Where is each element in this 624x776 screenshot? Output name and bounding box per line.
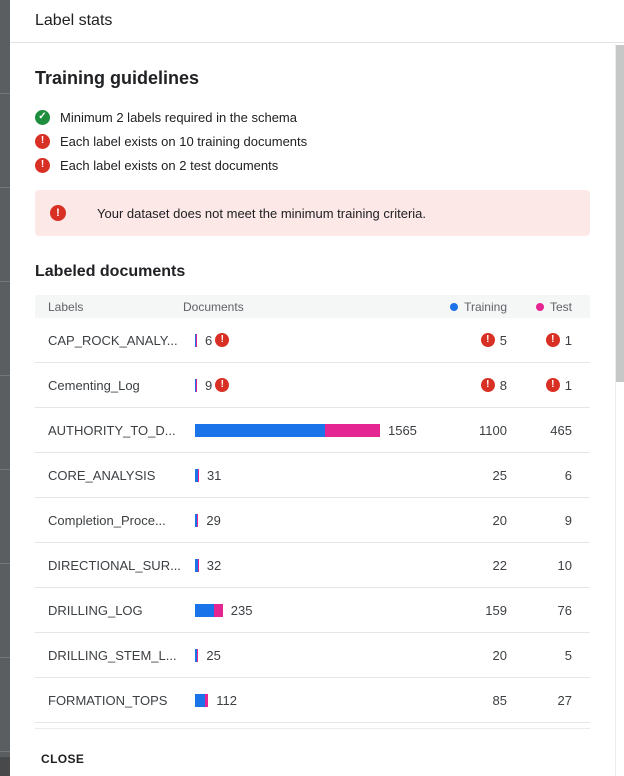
error-circle-icon: ! bbox=[546, 378, 560, 392]
labels-column-header: Labels bbox=[48, 299, 84, 314]
test-cell bbox=[507, 513, 590, 528]
table-row bbox=[35, 363, 590, 408]
training-cell bbox=[420, 693, 507, 708]
documents-stacked-bar bbox=[195, 604, 223, 617]
error-circle-icon: ! bbox=[215, 333, 229, 347]
guideline-item bbox=[35, 153, 590, 177]
guideline-item bbox=[35, 129, 590, 153]
documents-cell bbox=[183, 423, 420, 438]
test-bar-segment bbox=[197, 514, 198, 527]
row-label: AUTHORITY_TO_D... bbox=[48, 422, 176, 438]
error-circle-icon: ! bbox=[546, 333, 560, 347]
training-column-header bbox=[420, 300, 507, 314]
documents-cell bbox=[183, 693, 420, 708]
training-cell bbox=[420, 423, 507, 438]
test-count: 1 bbox=[564, 377, 572, 393]
training-count: 22 bbox=[492, 557, 507, 573]
test-count: 465 bbox=[550, 422, 572, 438]
labeled-documents-table bbox=[35, 295, 590, 723]
test-bar-segment bbox=[197, 649, 198, 662]
test-cell bbox=[507, 423, 590, 438]
documents-cell bbox=[183, 648, 420, 663]
label-stats-dialog bbox=[10, 0, 624, 776]
test-bar-segment bbox=[214, 604, 223, 617]
test-legend-label: Test bbox=[549, 299, 572, 314]
table-row bbox=[35, 498, 590, 543]
error-circle-icon: ! bbox=[481, 378, 495, 392]
table-header-row bbox=[35, 295, 590, 318]
training-count: 159 bbox=[485, 602, 507, 618]
documents-stacked-bar bbox=[195, 424, 380, 437]
dimmed-background-page bbox=[0, 0, 10, 776]
training-count: 25 bbox=[492, 467, 507, 483]
error-circle-icon: ! bbox=[481, 333, 495, 347]
table-row bbox=[35, 633, 590, 678]
error-circle-icon: ! bbox=[35, 158, 50, 173]
documents-total: 25 bbox=[206, 647, 221, 663]
training-guidelines-heading: Training guidelines bbox=[35, 68, 200, 88]
documents-total: 29 bbox=[206, 512, 221, 528]
scrollbar-thumb[interactable] bbox=[616, 45, 624, 382]
test-cell bbox=[507, 468, 590, 483]
test-legend-dot-icon bbox=[536, 303, 544, 311]
dialog-titlebar bbox=[10, 0, 624, 43]
documents-stacked-bar bbox=[195, 334, 197, 347]
documents-cell bbox=[183, 558, 420, 573]
test-bar-segment bbox=[196, 379, 197, 392]
guideline-item bbox=[35, 105, 590, 129]
documents-stacked-bar bbox=[195, 649, 198, 662]
test-count: 9 bbox=[564, 512, 572, 528]
test-count: 1 bbox=[564, 332, 572, 348]
test-bar-segment bbox=[198, 469, 199, 482]
documents-total: 112 bbox=[216, 692, 237, 708]
table-row bbox=[35, 408, 590, 453]
documents-column-header: Documents bbox=[183, 299, 244, 314]
training-cell bbox=[420, 333, 507, 348]
test-count: 76 bbox=[557, 602, 572, 618]
documents-stacked-bar bbox=[195, 469, 199, 482]
table-row bbox=[35, 453, 590, 498]
row-label: CORE_ANALYSIS bbox=[48, 467, 156, 483]
documents-total: 235 bbox=[230, 602, 253, 618]
row-label: CAP_ROCK_ANALY... bbox=[48, 332, 178, 348]
error-circle-icon: ! bbox=[50, 205, 66, 221]
training-count: 85 bbox=[492, 692, 507, 708]
table-bottom-divider bbox=[35, 728, 590, 729]
test-cell bbox=[507, 693, 590, 708]
training-count: 20 bbox=[492, 512, 507, 528]
guideline-text: Minimum 2 labels required in the schema bbox=[60, 109, 297, 125]
row-label: FORMATION_TOPS bbox=[48, 692, 168, 708]
training-count: 8 bbox=[499, 377, 507, 393]
test-bar-segment bbox=[325, 424, 380, 437]
labeled-documents-heading: Labeled documents bbox=[35, 263, 186, 280]
documents-stacked-bar bbox=[195, 379, 197, 392]
check-circle-icon: ✓ bbox=[35, 110, 50, 125]
documents-cell bbox=[183, 603, 420, 618]
table-row bbox=[35, 588, 590, 633]
test-cell bbox=[507, 648, 590, 663]
table-row bbox=[35, 543, 590, 588]
test-bar-segment bbox=[196, 334, 197, 347]
documents-total: 6 bbox=[205, 332, 213, 348]
documents-cell bbox=[183, 378, 420, 393]
row-label: Completion_Proce... bbox=[48, 512, 166, 528]
documents-stacked-bar bbox=[195, 694, 208, 707]
test-bar-segment bbox=[205, 694, 208, 707]
training-bar-segment bbox=[195, 424, 325, 437]
error-circle-icon: ! bbox=[215, 378, 229, 392]
documents-total: 1565 bbox=[387, 422, 417, 438]
test-column-header bbox=[507, 300, 590, 314]
training-cell bbox=[420, 648, 507, 663]
table-row bbox=[35, 678, 590, 723]
guideline-text: Each label exists on 2 test documents bbox=[60, 157, 279, 173]
test-cell bbox=[507, 603, 590, 618]
test-cell bbox=[507, 558, 590, 573]
test-count: 10 bbox=[557, 557, 572, 573]
test-count: 6 bbox=[564, 467, 572, 483]
row-label: DRILLING_STEM_L... bbox=[48, 647, 177, 663]
close-button[interactable]: CLOSE bbox=[39, 746, 86, 772]
training-legend-dot-icon bbox=[450, 303, 458, 311]
training-cell bbox=[420, 558, 507, 573]
training-cell bbox=[420, 378, 507, 393]
test-cell bbox=[507, 378, 590, 393]
row-label: DIRECTIONAL_SUR... bbox=[48, 557, 181, 573]
documents-cell bbox=[183, 333, 420, 348]
criteria-warning-banner bbox=[35, 190, 590, 236]
training-cell bbox=[420, 603, 507, 618]
documents-stacked-bar bbox=[195, 514, 198, 527]
training-legend-label: Training bbox=[464, 299, 507, 314]
documents-total: 31 bbox=[206, 467, 222, 483]
documents-total: 9 bbox=[205, 377, 213, 393]
documents-total: 32 bbox=[206, 557, 222, 573]
warning-banner-text: Your dataset does not meet the minimum training criteria. bbox=[97, 205, 427, 221]
guidelines-list bbox=[35, 105, 590, 177]
row-label: Cementing_Log bbox=[48, 377, 140, 393]
test-bar-segment bbox=[198, 559, 199, 572]
training-cell bbox=[420, 513, 507, 528]
documents-stacked-bar bbox=[195, 559, 199, 572]
documents-cell bbox=[183, 468, 420, 483]
training-cell bbox=[420, 468, 507, 483]
table-row bbox=[35, 318, 590, 363]
guideline-text: Each label exists on 10 training documents bbox=[60, 133, 308, 149]
dialog-content bbox=[10, 43, 616, 776]
test-count: 5 bbox=[564, 647, 572, 663]
row-label: DRILLING_LOG bbox=[48, 602, 143, 618]
dialog-footer bbox=[35, 746, 590, 772]
test-count: 27 bbox=[557, 692, 572, 708]
test-cell bbox=[507, 333, 590, 348]
training-count: 1100 bbox=[479, 422, 507, 438]
training-count: 5 bbox=[499, 332, 507, 348]
training-bar-segment bbox=[195, 604, 214, 617]
dialog-scrollbar[interactable] bbox=[615, 44, 624, 776]
training-count: 20 bbox=[492, 647, 507, 663]
table-body bbox=[35, 318, 590, 723]
dialog-title: Label stats bbox=[35, 12, 113, 29]
documents-cell bbox=[183, 513, 420, 528]
error-circle-icon: ! bbox=[35, 134, 50, 149]
training-bar-segment bbox=[195, 694, 205, 707]
